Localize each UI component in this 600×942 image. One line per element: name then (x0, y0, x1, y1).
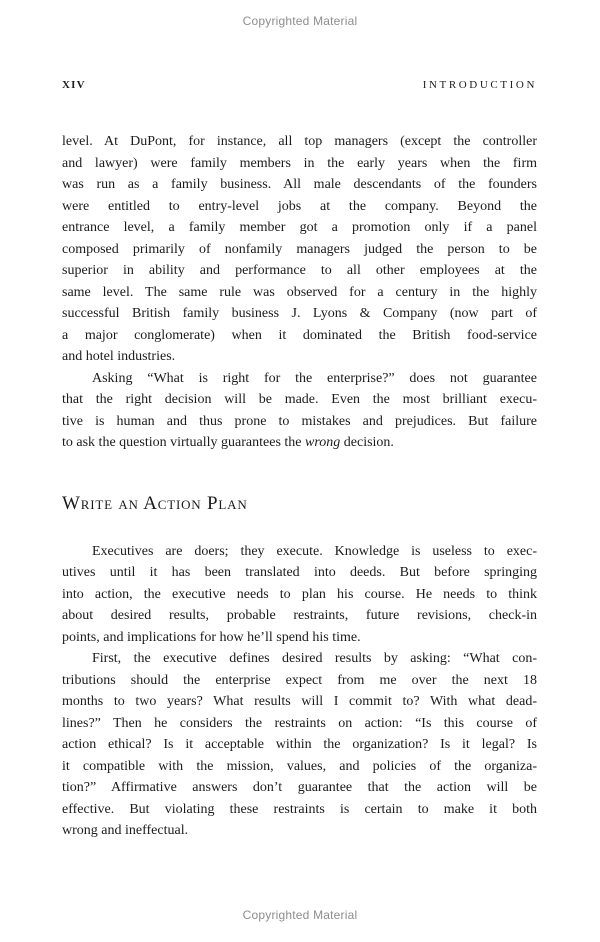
text-line: superior in ability and performance to all other employees at the (62, 263, 537, 278)
text-line: same level. The same rule was observed for a century in the highly (62, 284, 537, 300)
text-line: and lawyer) were family members in the early years when the firm (62, 155, 537, 171)
text-line: months to two years? What results will I commit to? With what dead- (62, 694, 537, 709)
text-line: entrance level, a family member got a promotion only if a panel (62, 220, 537, 235)
text-segment: decision. (340, 435, 394, 450)
text-line: Executives are doers; they execute. Knowledge is useless to exec- (92, 543, 537, 559)
text-line: was run as a family business. All male descendants of the founders (62, 177, 537, 192)
text-line: lines?” Then he considers the restraints on action: “Is this course of (62, 715, 537, 731)
paragraph-asking (62, 368, 537, 454)
text-line: that the right decision will be made. Even the most brilliant execu- (62, 392, 537, 407)
paragraph-first (62, 648, 537, 842)
copyright-notice-bottom: Copyrighted Material (242, 908, 358, 922)
text-line: level. At DuPont, for instance, all top managers (except the controller (62, 134, 537, 149)
text-line: composed primarily of nonfamily managers judged the person to be (62, 241, 537, 257)
text-line: tive is human and thus prone to mistakes and prejudices. But failure (62, 413, 537, 429)
copyright-notice-top: Copyrighted Material (242, 14, 358, 28)
running-header (62, 79, 537, 91)
text-line: a major conglomerate) when it dominated the British food-service (62, 327, 537, 343)
paragraph-executives (62, 541, 537, 649)
section-heading: Write an Action Plan (62, 492, 248, 514)
text-line (62, 432, 537, 454)
text-line: Asking “What is right for the enterprise?” does not guarantee (92, 370, 537, 386)
text-line: tributions should the enterprise expect from me over the next 18 (62, 672, 537, 688)
text-line: tion?” Affirmative answers don’t guarantee that the action will be (62, 780, 537, 795)
body-text (62, 131, 537, 842)
paragraph-dupont (62, 131, 537, 368)
text-line: action ethical? Is it acceptable within the organization? Is it legal? Is (62, 737, 537, 752)
text-line: First, the executive defines desired results by asking: “What con- (92, 651, 537, 666)
text-line: utives until it has been translated into deeds. But before springing (62, 565, 537, 580)
text-line: it compatible with the mission, values, and policies of the organiza- (62, 758, 537, 774)
italic-word: wrong (305, 435, 341, 450)
text-line: effective. But violating these restraints is certain to make it both (62, 801, 537, 817)
page-number: XIV (62, 79, 86, 91)
text-line: about desired results, probable restraints, future revisions, check-in (62, 608, 537, 623)
text-segment: to ask the question virtually guarantees the (62, 435, 305, 450)
text-line: wrong and ineffectual. (62, 823, 189, 838)
text-line: points, and implications for how he’ll spend his time. (62, 629, 361, 645)
text-line: successful British family business J. Lyons & Company (now part of (62, 306, 537, 321)
text-line: were entitled to entry-level jobs at the company. Beyond the (62, 198, 537, 214)
text-line: into action, the executive needs to plan his course. He needs to think (62, 586, 537, 602)
running-title: INTRODUCTION (422, 79, 537, 91)
text-line: and hotel industries. (62, 349, 176, 364)
